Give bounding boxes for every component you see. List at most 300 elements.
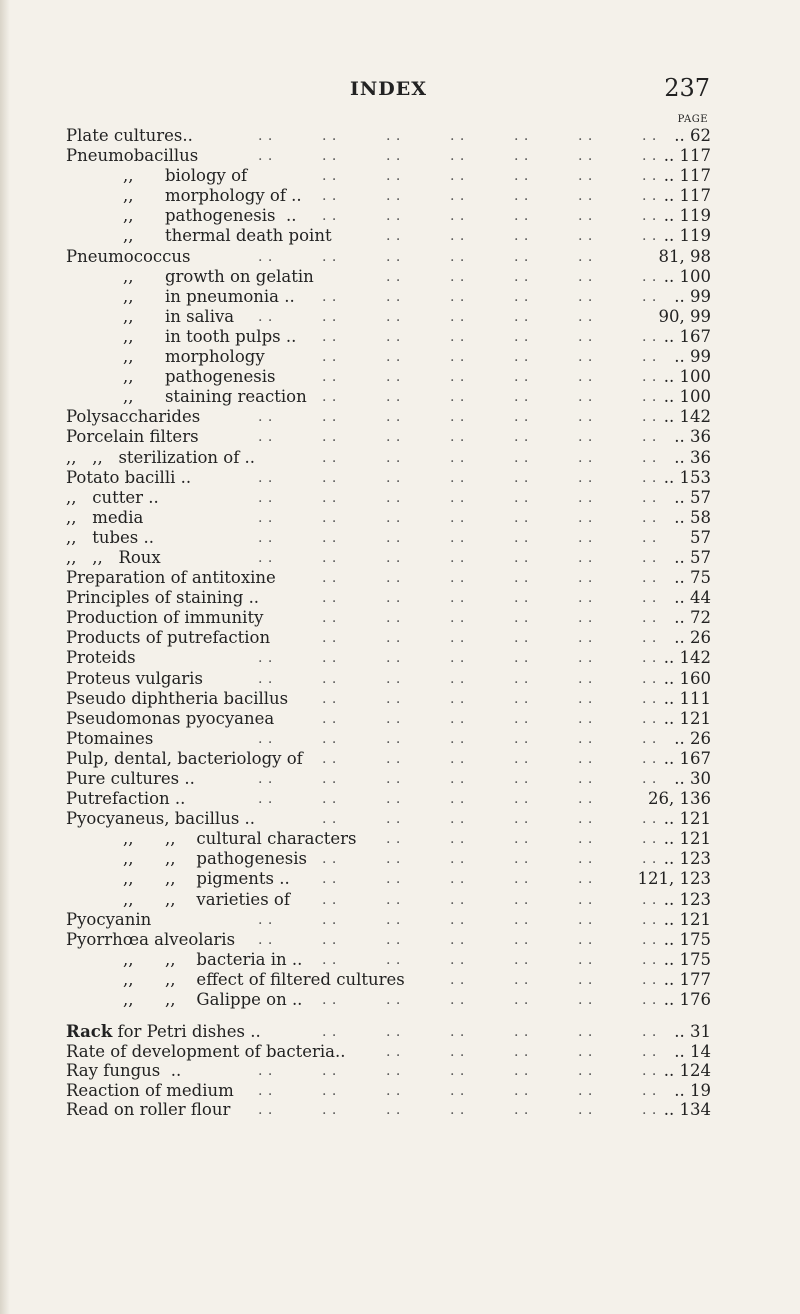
leader-dot: . . <box>386 1024 401 1040</box>
leader-dot: . . <box>514 1043 529 1060</box>
index-entry <box>66 769 711 789</box>
leader-dot: . . <box>450 911 465 928</box>
leader-dot: . . <box>258 791 273 808</box>
leader-dot: . . <box>578 590 593 607</box>
leader-dot: . . <box>642 891 657 908</box>
leader-dot: . . <box>322 509 337 526</box>
index-page-ref: .. 57 <box>674 547 711 567</box>
index-entry <box>66 126 711 146</box>
leader-dot: . . <box>258 931 273 948</box>
index-term: ,, media <box>66 507 144 527</box>
index-entry <box>66 829 711 849</box>
index-entry <box>66 186 711 206</box>
leader-dot: . . <box>642 590 657 607</box>
leader-dot: . . <box>578 871 593 888</box>
leader-dot: . . <box>578 1043 593 1060</box>
index-page-ref: .. 36 <box>674 427 711 447</box>
leader-dot: . . <box>450 308 465 325</box>
index-page-ref: .. 58 <box>674 507 711 527</box>
leader-dot: . . <box>258 409 273 426</box>
leader-dot: . . <box>514 791 529 808</box>
leader-dot: . . <box>386 690 401 707</box>
leader-dot: . . <box>322 811 337 828</box>
index-page-ref: .. 167 <box>663 748 711 768</box>
index-page-ref: .. 30 <box>674 769 711 788</box>
index-entry <box>66 468 711 488</box>
leader-dot: . . <box>322 610 337 627</box>
leader-dot: . . <box>578 831 593 848</box>
index-term: Proteids <box>66 648 136 668</box>
leader-dot: . . <box>322 308 337 325</box>
leader-dot: . . <box>450 148 465 165</box>
leader-dot: . . <box>386 268 401 285</box>
index-entry <box>66 508 711 528</box>
index-page-ref: .. 19 <box>674 1080 711 1100</box>
index-term: ,, growth on gelatin <box>123 266 314 286</box>
leader-dot: . . <box>386 1082 401 1099</box>
index-term: ,, ,, sterilization of .. <box>66 447 256 467</box>
index-entry <box>66 247 711 267</box>
index-term: Products of putrefaction <box>66 628 271 648</box>
index-entry <box>66 427 711 447</box>
index-term: ,, in tooth pulps .. <box>123 326 297 346</box>
leader-dot: . . <box>258 529 273 546</box>
leader-dot: . . <box>322 248 337 265</box>
leader-dot: . . <box>386 992 401 1009</box>
leader-dot: . . <box>386 951 401 968</box>
leader-dot: . . <box>642 1024 657 1040</box>
leader-dot: . . <box>450 469 465 486</box>
leader-dot: . . <box>450 650 465 667</box>
leader-dot: . . <box>258 650 273 667</box>
leader-dot: . . <box>450 670 465 687</box>
index-term: Proteus vulgaris <box>66 668 203 688</box>
leader-dot: . . <box>450 248 465 265</box>
index-term: ,, ,, effect of filtered cultures <box>123 969 405 989</box>
leader-dot: . . <box>450 349 465 366</box>
leader-dot: . . <box>450 610 465 627</box>
index-entry <box>66 488 711 508</box>
leader-dot: . . <box>258 148 273 165</box>
index-page-ref: .. 100 <box>663 367 711 387</box>
index-term: ,, pathogenesis .. <box>123 206 297 226</box>
leader-dot: . . <box>386 590 401 607</box>
index-entry <box>66 930 711 950</box>
leader-dot: . . <box>578 650 593 667</box>
index-entry <box>66 608 711 628</box>
index-page-ref: .. 121 <box>663 829 711 849</box>
leader-dot: . . <box>450 1024 465 1040</box>
index-term: ,, pathogenesis <box>123 367 276 387</box>
leader-dot: . . <box>514 992 529 1009</box>
leader-dot: . . <box>322 148 337 165</box>
index-term: Pseudo diphtheria bacillus <box>66 688 289 708</box>
index-page-ref: .. 177 <box>663 969 711 989</box>
leader-dot: . . <box>514 811 529 828</box>
leader-dot: . . <box>578 549 593 566</box>
leader-dot: . . <box>578 630 593 647</box>
index-term: ,, ,, Galippe on .. <box>123 990 303 1010</box>
leader-dot: . . <box>386 409 401 426</box>
index-entry <box>66 206 711 226</box>
index-page-ref: .. 99 <box>674 347 711 367</box>
index-term: ,, biology of <box>123 166 248 186</box>
leader-dot: . . <box>578 1102 593 1118</box>
index-term: Potato bacilli .. <box>66 467 192 487</box>
leader-dot: . . <box>642 1102 657 1118</box>
leader-dot: . . <box>514 590 529 607</box>
leader-dot: . . <box>322 389 337 406</box>
leader-dot: . . <box>514 1082 529 1099</box>
leader-dot: . . <box>386 148 401 165</box>
index-page-ref: .. 153 <box>663 467 711 487</box>
leader-dot: . . <box>514 449 529 466</box>
leader-dot: . . <box>386 730 401 747</box>
index-page-ref: .. 117 <box>663 146 711 166</box>
leader-dot: . . <box>514 168 529 185</box>
leader-dot: . . <box>642 831 657 848</box>
index-page-ref: .. 123 <box>663 849 711 869</box>
leader-dot: . . <box>386 509 401 526</box>
leader-dot: . . <box>450 228 465 245</box>
index-page-ref: .. 57 <box>674 487 711 507</box>
leader-dot: . . <box>386 449 401 466</box>
leader-dot: . . <box>386 610 401 627</box>
leader-dot: . . <box>642 489 657 506</box>
index-entry <box>66 327 711 347</box>
index-term: ,, tubes .. <box>66 527 155 547</box>
index-term: ,, morphology <box>123 347 265 367</box>
leader-dot: . . <box>322 409 337 426</box>
leader-dot: . . <box>322 871 337 888</box>
leader-dot: . . <box>578 409 593 426</box>
index-term: ,, in saliva <box>123 306 235 326</box>
index-page-ref: 81, 98 <box>658 246 711 266</box>
leader-dot: . . <box>514 529 529 546</box>
leader-dot: . . <box>578 369 593 386</box>
leader-dot: . . <box>514 248 529 265</box>
leader-dot: . . <box>578 429 593 446</box>
leader-dot: . . <box>322 328 337 345</box>
leader-dot: . . <box>450 509 465 526</box>
leader-dot: . . <box>386 328 401 345</box>
index-page-ref: .. 75 <box>674 568 711 588</box>
leader-dot: . . <box>450 389 465 406</box>
leader-dot: . . <box>450 449 465 466</box>
leader-dot: . . <box>578 509 593 526</box>
leader-dot: . . <box>386 750 401 767</box>
index-entry <box>66 849 711 869</box>
leader-dot: . . <box>578 750 593 767</box>
leader-dot: . . <box>322 128 337 144</box>
leader-dot: . . <box>514 549 529 566</box>
leader-dot: . . <box>578 308 593 325</box>
leader-dot: . . <box>578 208 593 225</box>
leader-dot: . . <box>642 449 657 466</box>
leader-dot: . . <box>642 188 657 205</box>
leader-dot: . . <box>450 690 465 707</box>
leader-dot: . . <box>514 208 529 225</box>
leader-dot: . . <box>386 188 401 205</box>
page-column-label: PAGE <box>677 114 708 125</box>
index-page-ref: 26, 136 <box>648 789 711 809</box>
index-term: Production of immunity <box>66 608 264 628</box>
leader-dot: . . <box>578 128 593 144</box>
leader-dot: . . <box>514 1063 529 1079</box>
leader-dot: . . <box>450 570 465 587</box>
index-entry <box>66 267 711 287</box>
leader-dot: . . <box>322 750 337 767</box>
leader-dot: . . <box>578 1024 593 1040</box>
leader-dot: . . <box>450 1043 465 1060</box>
index-term: ,, staining reaction <box>123 387 307 407</box>
index-page-ref: .. 119 <box>663 206 711 226</box>
leader-dot: . . <box>450 409 465 426</box>
leader-dot: . . <box>578 1082 593 1099</box>
index-term: ,, in pneumonia .. <box>123 286 295 306</box>
index-term: Preparation of antitoxine <box>66 568 276 588</box>
index-entry <box>66 669 711 689</box>
index-entry <box>66 1100 711 1120</box>
leader-dot: . . <box>514 188 529 205</box>
leader-dot: . . <box>514 509 529 526</box>
page-number: 237 <box>664 74 710 102</box>
leader-dot: . . <box>578 228 593 245</box>
leader-dot: . . <box>642 710 657 727</box>
leader-dot: . . <box>578 851 593 868</box>
index-term: ,, ,, pigments .. <box>123 869 290 889</box>
index-section-r <box>66 1022 711 1120</box>
leader-dot: . . <box>642 771 657 787</box>
leader-dot: . . <box>322 590 337 607</box>
leader-dot: . . <box>322 349 337 366</box>
leader-dot: . . <box>578 148 593 165</box>
leader-dot: . . <box>386 670 401 687</box>
leader-dot: . . <box>642 469 657 486</box>
leader-dot: . . <box>578 328 593 345</box>
leader-dot: . . <box>642 349 657 366</box>
leader-dot: . . <box>386 630 401 647</box>
leader-dot: . . <box>258 670 273 687</box>
index-term: Read on roller flour <box>66 1100 231 1119</box>
index-entry <box>66 709 711 729</box>
leader-dot: . . <box>514 228 529 245</box>
leader-dot: . . <box>450 208 465 225</box>
leader-dot: . . <box>450 851 465 868</box>
leader-dot: . . <box>450 630 465 647</box>
leader-dot: . . <box>386 1063 401 1079</box>
leader-dot: . . <box>450 168 465 185</box>
leader-dot: . . <box>578 610 593 627</box>
index-entry <box>66 287 711 307</box>
leader-dot: . . <box>450 268 465 285</box>
leader-dot: . . <box>514 710 529 727</box>
index-term: Rate of development of bacteria.. <box>66 1041 346 1061</box>
leader-dot: . . <box>514 630 529 647</box>
index-entry <box>66 869 711 889</box>
index-term: Pneumobacillus <box>66 146 199 166</box>
leader-dot: . . <box>514 570 529 587</box>
leader-dot: . . <box>258 429 273 446</box>
leader-dot: . . <box>322 429 337 446</box>
leader-dot: . . <box>386 891 401 908</box>
leader-dot: . . <box>450 750 465 767</box>
leader-dot: . . <box>386 529 401 546</box>
leader-dot: . . <box>642 992 657 1009</box>
leader-dot: . . <box>642 971 657 988</box>
leader-dot: . . <box>450 128 465 144</box>
index-term: Polysaccharides <box>66 407 201 427</box>
index-page-ref: .. 100 <box>663 387 711 407</box>
index-term: Principles of staining .. <box>66 588 260 608</box>
leader-dot: . . <box>642 228 657 245</box>
index-term: ,, morphology of .. <box>123 186 302 206</box>
index-page-ref: .. 26 <box>674 728 711 748</box>
index-term: Rack for Petri dishes .. <box>66 1022 261 1041</box>
leader-dot: . . <box>322 449 337 466</box>
leader-dot: . . <box>450 188 465 205</box>
leader-dot: . . <box>642 851 657 868</box>
leader-dot: . . <box>642 630 657 647</box>
leader-dot: . . <box>642 750 657 767</box>
leader-dot: . . <box>322 188 337 205</box>
index-entry <box>66 950 711 970</box>
index-entry <box>66 146 711 166</box>
leader-dot: . . <box>450 992 465 1009</box>
leader-dot: . . <box>322 489 337 506</box>
index-entry <box>66 588 711 608</box>
leader-dot: . . <box>642 168 657 185</box>
leader-dot: . . <box>322 469 337 486</box>
leader-dot: . . <box>322 710 337 727</box>
leader-dot: . . <box>642 911 657 928</box>
leader-dot: . . <box>642 650 657 667</box>
index-page-ref: .. 134 <box>663 1100 711 1119</box>
leader-dot: . . <box>258 308 273 325</box>
index-entry <box>66 528 711 548</box>
index-page-ref: .. 117 <box>663 166 711 186</box>
index-page-ref: .. 121 <box>663 809 711 829</box>
leader-dot: . . <box>450 1063 465 1079</box>
leader-dot: . . <box>322 208 337 225</box>
leader-dot: . . <box>322 288 337 305</box>
index-entry <box>66 1042 711 1062</box>
leader-dot: . . <box>642 570 657 587</box>
leader-dot: . . <box>514 489 529 506</box>
index-page-ref: .. 121 <box>663 708 711 728</box>
leader-dot: . . <box>450 489 465 506</box>
index-page-ref: .. 31 <box>674 1022 711 1041</box>
leader-dot: . . <box>450 1102 465 1118</box>
leader-dot: . . <box>450 971 465 988</box>
leader-dot: . . <box>450 951 465 968</box>
leader-dot: . . <box>322 992 337 1009</box>
leader-dot: . . <box>514 650 529 667</box>
leader-dot: . . <box>322 630 337 647</box>
leader-dot: . . <box>642 1082 657 1099</box>
leader-dot: . . <box>578 730 593 747</box>
index-term: Pneumococcus <box>66 246 191 266</box>
leader-dot: . . <box>514 349 529 366</box>
leader-dot: . . <box>578 268 593 285</box>
leader-dot: . . <box>514 931 529 948</box>
leader-dot: . . <box>642 690 657 707</box>
leader-dot: . . <box>514 771 529 787</box>
leader-dot: . . <box>514 1102 529 1118</box>
index-term: Reaction of medium <box>66 1080 234 1100</box>
index-entry <box>66 407 711 427</box>
leader-dot: . . <box>642 730 657 747</box>
leader-dot: . . <box>322 791 337 808</box>
index-entry <box>66 970 711 990</box>
index-term: Pyocyanin <box>66 909 152 929</box>
leader-dot: . . <box>386 570 401 587</box>
leader-dot: . . <box>642 951 657 968</box>
leader-dot: . . <box>386 349 401 366</box>
leader-dot: . . <box>450 771 465 787</box>
leader-dot: . . <box>386 369 401 386</box>
leader-dot: . . <box>514 429 529 446</box>
leader-dot: . . <box>578 931 593 948</box>
leader-dot: . . <box>386 389 401 406</box>
leader-dot: . . <box>450 429 465 446</box>
leader-dot: . . <box>642 549 657 566</box>
leader-dot: . . <box>258 1082 273 1099</box>
leader-dot: . . <box>386 1102 401 1118</box>
index-entry <box>66 166 711 186</box>
index-page-ref: .. 167 <box>663 326 711 346</box>
leader-dot: . . <box>578 670 593 687</box>
leader-dot: . . <box>514 831 529 848</box>
index-page-ref: .. 26 <box>674 628 711 648</box>
leader-dot: . . <box>578 469 593 486</box>
leader-dot: . . <box>578 288 593 305</box>
leader-dot: . . <box>258 248 273 265</box>
index-page-ref: .. 72 <box>674 608 711 628</box>
leader-dot: . . <box>514 268 529 285</box>
leader-dot: . . <box>578 449 593 466</box>
leader-dot: . . <box>322 1102 337 1118</box>
leader-dot: . . <box>642 610 657 627</box>
leader-dot: . . <box>514 690 529 707</box>
index-entry <box>66 568 711 588</box>
leader-dot: . . <box>642 148 657 165</box>
leader-dot: . . <box>386 831 401 848</box>
leader-dot: . . <box>642 509 657 526</box>
index-term: Ray fungus .. <box>66 1061 182 1080</box>
leader-dot: . . <box>514 891 529 908</box>
leader-dot: . . <box>514 128 529 144</box>
leader-dot: . . <box>450 891 465 908</box>
leader-dot: . . <box>322 168 337 185</box>
leader-dot: . . <box>450 831 465 848</box>
leader-dot: . . <box>578 811 593 828</box>
leader-dot: . . <box>386 208 401 225</box>
leader-dot: . . <box>386 1043 401 1060</box>
leader-dot: . . <box>642 208 657 225</box>
index-page-ref: .. 99 <box>674 286 711 306</box>
index-term: Ptomaines <box>66 728 154 748</box>
index-term: Pyocyaneus, bacillus .. <box>66 809 256 829</box>
index-term: ,, ,, varieties of <box>123 889 290 909</box>
leader-dot: . . <box>642 369 657 386</box>
leader-dot: . . <box>258 911 273 928</box>
leader-dot: . . <box>322 911 337 928</box>
index-entry <box>66 387 711 407</box>
leader-dot: . . <box>386 650 401 667</box>
index-page-ref: .. 121 <box>663 909 711 929</box>
index-term: Pyorrhœa alveolaris <box>66 929 236 949</box>
